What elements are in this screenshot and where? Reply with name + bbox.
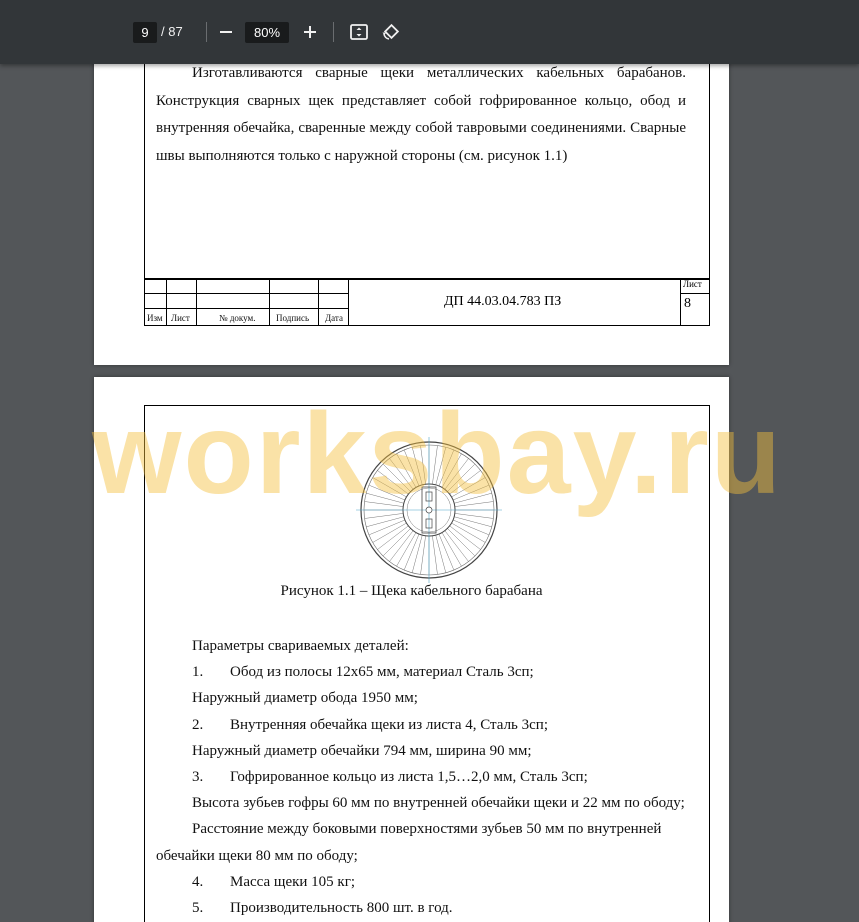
list-item-text: Масса щеки 105 кг; <box>230 873 356 890</box>
body-paragraph: Изготавливаются сварные щеки металлических кабельных барабанов. Конструкция сварных щек представляет собой гофрированное кольцо, обод и внутренняя обечайка, сваренные между собой тавровыми соединениями. Сварные швы выполняются только с наружной стороны (см. рисунок 1.1) <box>156 65 686 164</box>
zoom-input[interactable]: 80% <box>245 22 289 43</box>
list-item <box>156 816 696 842</box>
list-item-text: Производительность 800 шт. в год. <box>230 899 453 916</box>
zoom-out-button[interactable] <box>214 20 238 44</box>
signature-label: Подпись <box>276 313 310 323</box>
list-label: Лист <box>171 313 190 323</box>
sheet-label: Лист <box>683 279 702 289</box>
center-hole <box>426 507 432 513</box>
corrugation-spoke <box>366 493 404 503</box>
corrugation-spoke <box>373 523 407 543</box>
sheet-number: 8 <box>684 296 691 311</box>
corrugation-spoke <box>366 517 404 527</box>
list-item-text: Наружный диаметр обечайки 794 мм, ширина 90 мм; <box>192 742 532 759</box>
title-block <box>144 278 710 326</box>
rotate-icon <box>380 22 400 42</box>
cable-drum-cheek-drawing <box>354 435 504 585</box>
rotate-button[interactable] <box>378 20 402 44</box>
corrugation-spoke <box>442 454 462 488</box>
corrugation-spoke <box>442 533 462 567</box>
corrugation-spoke <box>455 502 494 507</box>
fit-page-icon <box>349 22 369 42</box>
divider <box>333 22 334 42</box>
corrugation-spoke <box>412 447 422 485</box>
list-item-number: 1. <box>192 664 204 681</box>
corrugation-spoke <box>373 478 407 498</box>
corrugation-spoke <box>436 447 446 485</box>
list-item <box>156 764 696 790</box>
doc-number-label: № докум. <box>219 313 256 323</box>
list-item <box>156 685 696 711</box>
list-item-text: Расстояние между боковыми поверхностями зубьев 50 мм по внутренней <box>192 821 662 838</box>
corrugation-spoke <box>455 513 494 518</box>
corrugation-spoke <box>421 446 426 485</box>
corrugation-spoke <box>397 533 417 567</box>
figure-caption: Рисунок 1.1 – Щека кабельного барабана <box>280 583 543 599</box>
page-number-input[interactable]: 9 <box>133 22 157 43</box>
page-total: / 87 <box>161 24 183 39</box>
corrugation-spoke <box>412 535 422 573</box>
corrugation-spoke <box>421 536 426 575</box>
list-item-text: Внутренняя обечайка щеки из листа 4, Сталь 3сп; <box>230 716 549 733</box>
izm-label: Изм <box>147 313 163 323</box>
corrugation-spoke <box>454 493 492 503</box>
minus-icon <box>219 25 233 39</box>
list-item <box>156 790 696 816</box>
corrugation-spoke <box>365 513 404 518</box>
params-heading: Параметры свариваемых деталей: <box>192 638 409 654</box>
corrugation-spoke <box>452 478 486 498</box>
list-item <box>156 869 696 895</box>
parameters-list <box>156 633 696 921</box>
pdf-page-8 <box>94 40 729 365</box>
pdf-toolbar <box>0 0 859 64</box>
fit-page-button[interactable] <box>347 20 371 44</box>
list-item-number: 5. <box>192 899 204 916</box>
plus-icon <box>303 25 317 39</box>
divider <box>206 22 207 42</box>
list-item <box>156 843 696 869</box>
list-item-number: 2. <box>192 716 204 733</box>
document-code: ДП 44.03.04.783 ПЗ <box>444 294 562 309</box>
list-item <box>156 738 696 764</box>
watermark: worksbay.ru <box>92 390 783 518</box>
list-item <box>156 659 696 685</box>
corrugation-spoke <box>365 502 404 507</box>
corrugation-spoke <box>436 535 446 573</box>
corrugation-spoke <box>432 536 437 575</box>
corrugation-spoke <box>454 517 492 527</box>
corrugation-spoke <box>397 454 417 488</box>
list-item <box>156 712 696 738</box>
list-item-number: 4. <box>192 873 204 890</box>
pdf-page-9 <box>94 377 729 922</box>
list-item-text: Обод из полосы 12х65 мм, материал Сталь 3сп; <box>230 664 534 681</box>
zoom-in-button[interactable] <box>298 20 322 44</box>
list-item-text: Гофрированное кольцо из листа 1,5…2,0 мм, Сталь 3сп; <box>230 768 588 785</box>
list-item-number: 3. <box>192 768 204 785</box>
date-label: Дата <box>325 313 343 323</box>
list-item-text: обечайки щеки 80 мм по ободу; <box>156 847 358 864</box>
corrugation-spoke <box>432 446 437 485</box>
list-item-text: Наружный диаметр обода 1950 мм; <box>192 690 418 707</box>
list-item-text: Высота зубьев гофры 60 мм по внутренней обечайки щеки и 22 мм по ободу; <box>192 795 685 812</box>
list-item <box>156 895 696 921</box>
corrugation-spoke <box>452 523 486 543</box>
